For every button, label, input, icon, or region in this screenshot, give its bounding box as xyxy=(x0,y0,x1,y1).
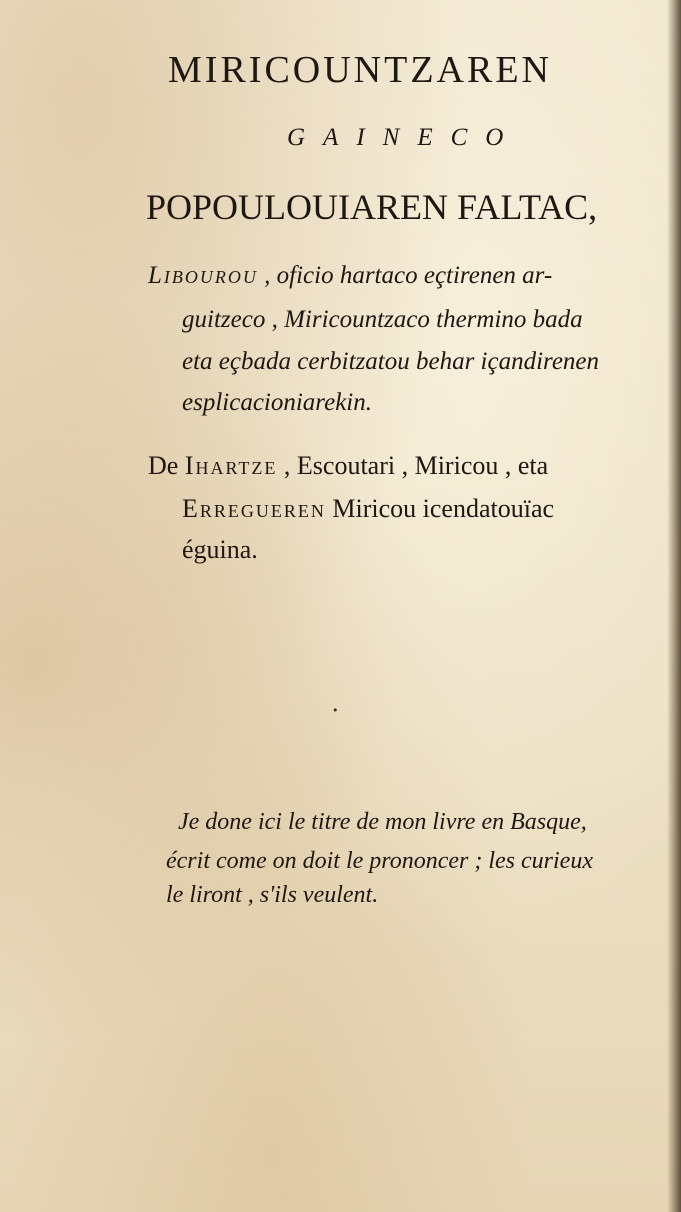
paragraph-1-line-1 xyxy=(148,262,552,290)
ornament-dot: • xyxy=(332,704,339,717)
paragraph-2-line-1-c: , Escoutari , Miricou , eta xyxy=(277,451,549,480)
note-line-2: écrit come on doit le prononcer ; les curieux xyxy=(166,848,593,874)
title-line-3: POPOULOUIAREN FALTAC, xyxy=(146,187,598,227)
paragraph-1-line-2: guitzeco , Miricountzaco thermino bada xyxy=(182,306,583,333)
paragraph-1-line-1-rest: , oficio hartaco eçtirenen ar- xyxy=(257,262,553,289)
paragraph-2-line-1-a: De xyxy=(148,451,185,480)
paragraph-2-line-1-b: Ihartze xyxy=(184,451,278,480)
paragraph-2-line-1 xyxy=(148,451,548,481)
title-line-2: GAINECO xyxy=(287,124,522,151)
paragraph-2-line-2-a: Erregueren xyxy=(182,494,326,523)
note-line-1: Je done ici le titre de mon livre en Basque, xyxy=(178,809,587,835)
paragraph-2-line-2-b: Miricou icendatouïac xyxy=(325,494,555,523)
paragraph-1-line-4: esplicacioniarekin. xyxy=(182,389,372,416)
paragraph-2-line-3: éguina. xyxy=(182,535,258,564)
paragraph-2-line-2 xyxy=(182,494,554,524)
note-line-3: le liront , s'ils veulent. xyxy=(166,882,379,908)
paragraph-1-line-3: eta eçbada cerbitzatou behar içandirenen xyxy=(182,348,600,375)
page-gutter-edge xyxy=(667,0,681,1212)
title-line-1: MIRICOUNTZAREN xyxy=(168,49,552,91)
paragraph-1-lead: Libourou xyxy=(148,262,258,289)
